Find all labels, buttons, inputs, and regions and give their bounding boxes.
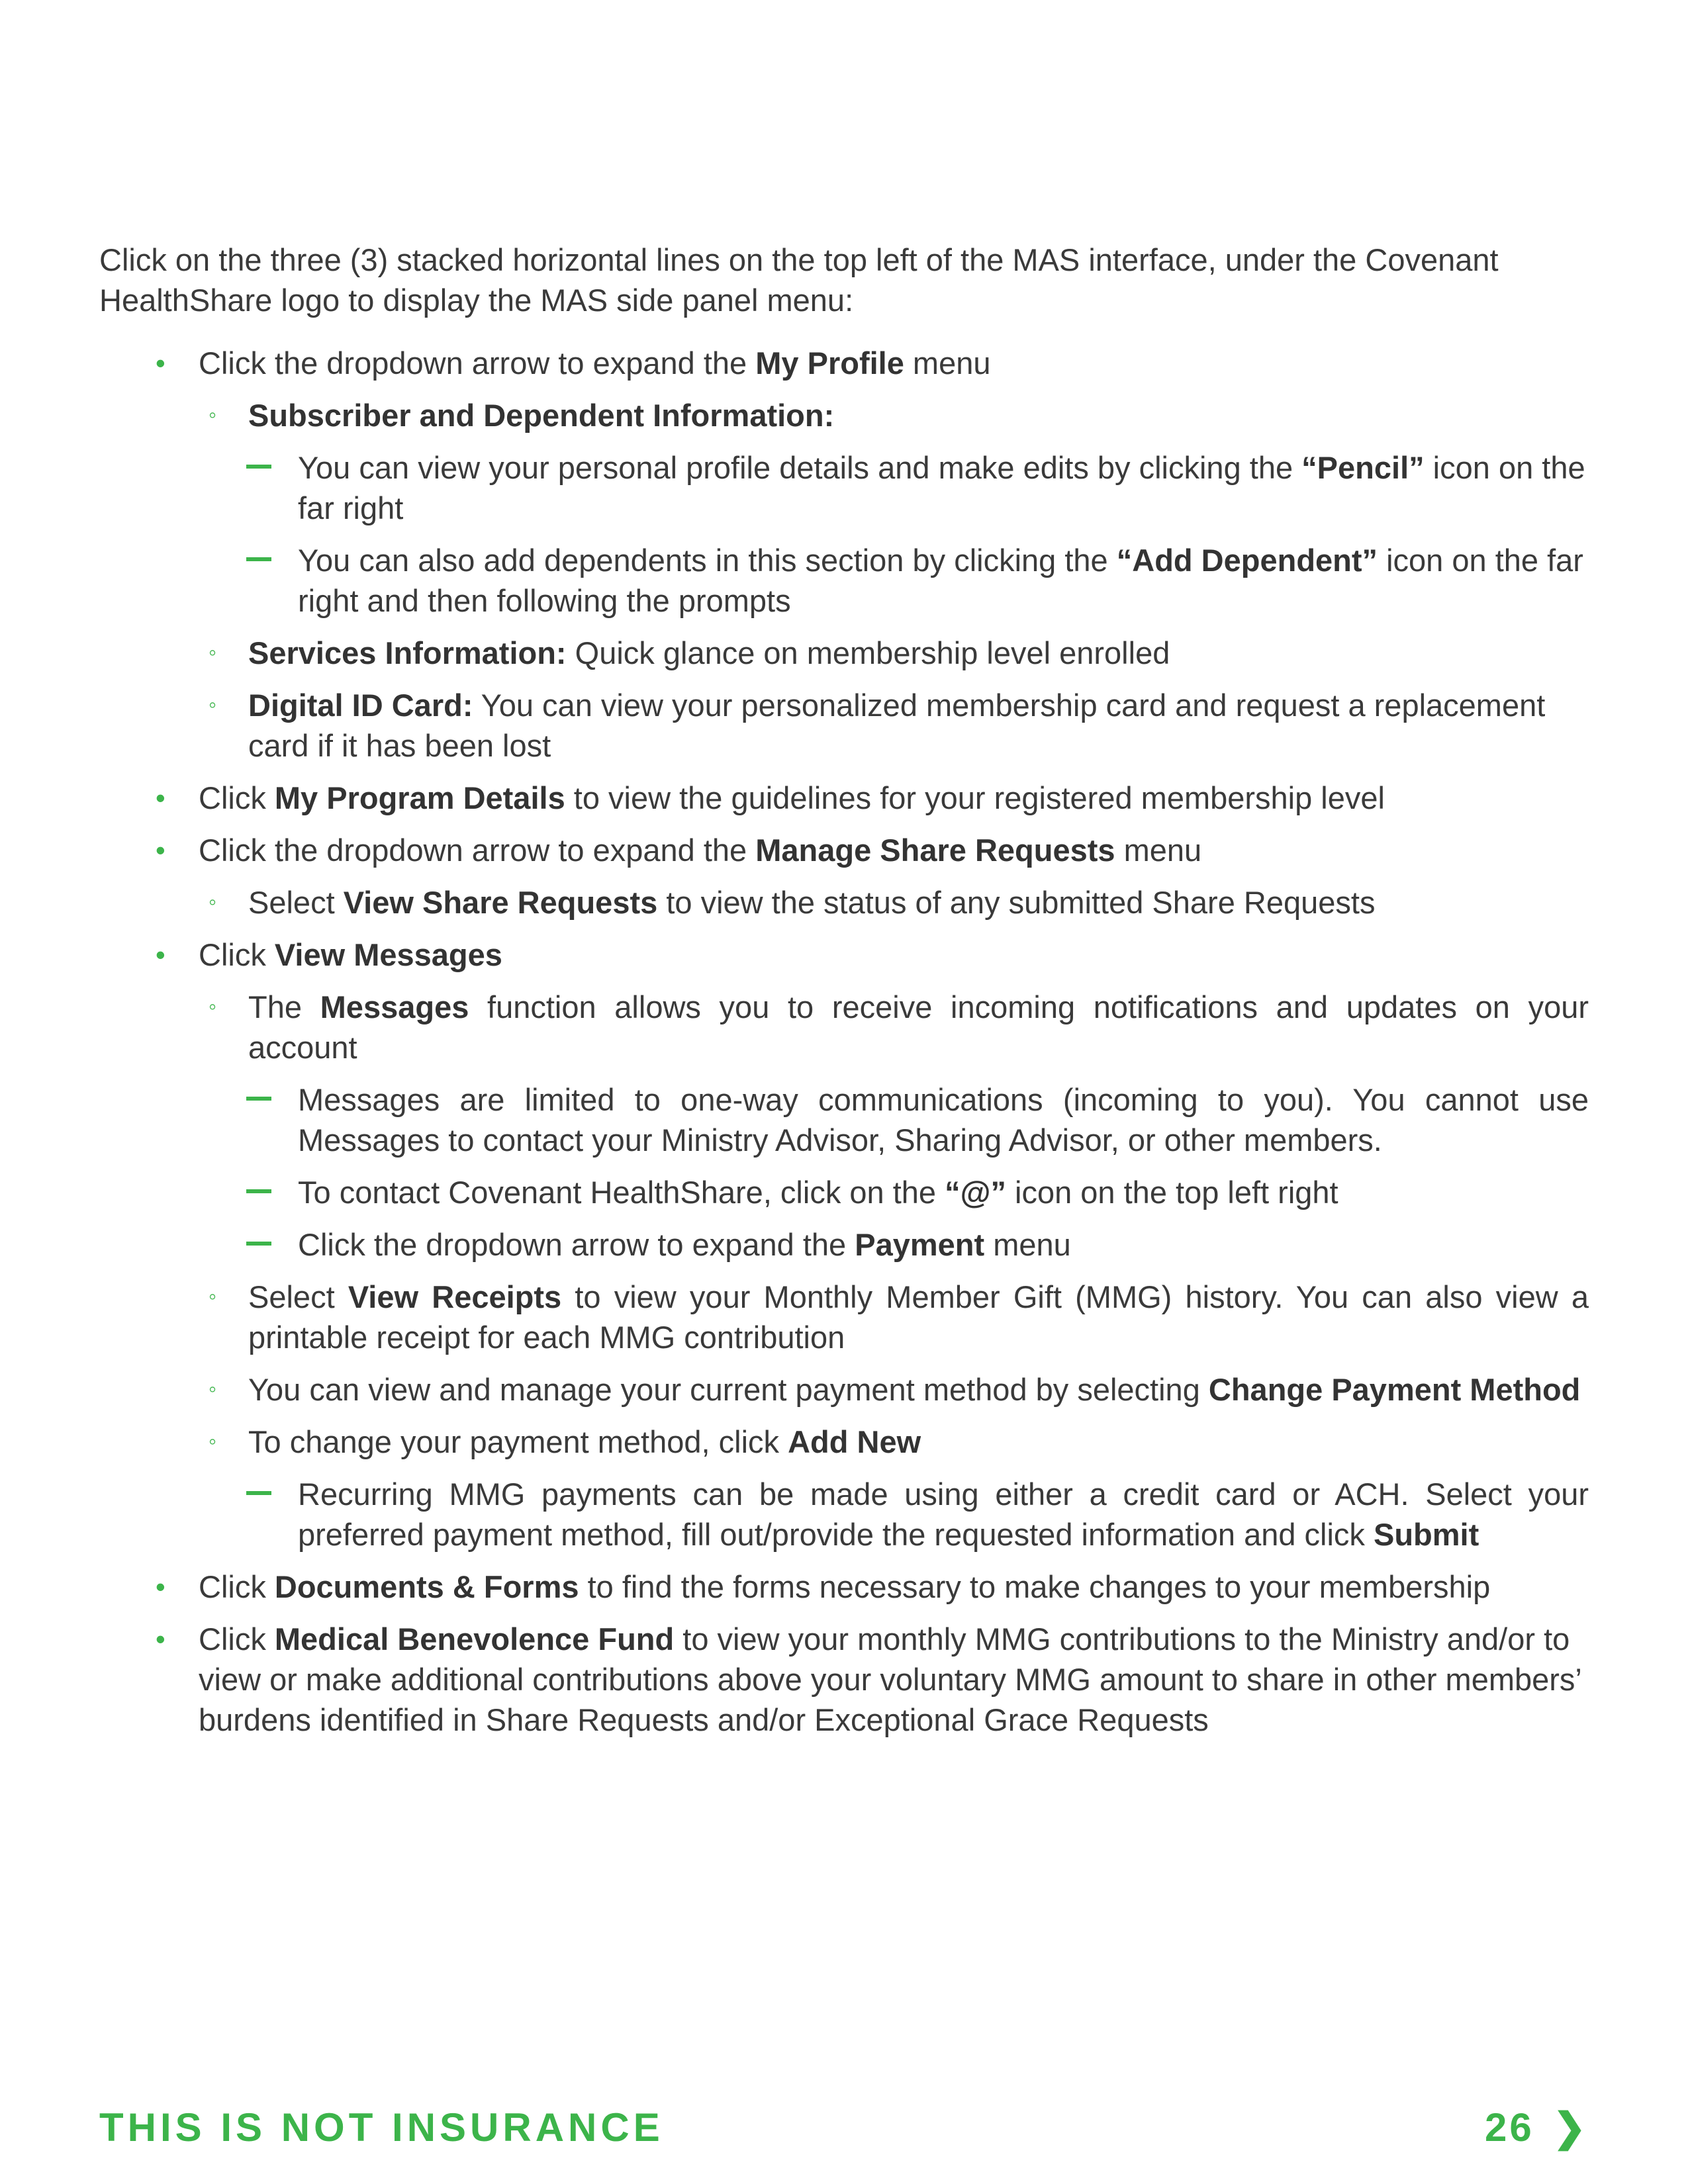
list-item-level-2 (99, 987, 1589, 1068)
item-text: menu (904, 345, 991, 381)
item-text: Click (199, 937, 275, 972)
bold-term: Services Information: (248, 635, 567, 670)
bold-term: Subscriber and Dependent Information: (248, 398, 835, 433)
bold-term: Messages (320, 989, 469, 1024)
bold-term: My Program Details (274, 780, 565, 815)
item-text: To change your payment method, click (248, 1424, 788, 1459)
page-navigation[interactable] (1485, 2105, 1589, 2151)
bullet-dot-icon: • (156, 782, 165, 813)
item-text: icon on the far right and then following the prompts (298, 543, 1583, 618)
bold-term: “Pencil” (1301, 450, 1425, 485)
intro-paragraph: Click on the three (3) stacked horizontal lines on the top left of the MAS interface, under the Covenant HealthShare logo to display the MAS side panel menu: (99, 242, 1499, 318)
item-text: to view the guidelines for your registered membership level (565, 780, 1385, 815)
bullet-dash-icon (246, 557, 271, 561)
bullet-dash-icon (246, 1189, 271, 1193)
list-item-level-1 (99, 1567, 1589, 1607)
item-text: to view your monthly MMG contributions to the Ministry and/or to view or make additional contributions above your voluntary MMG amount to share in other members’ burdens identified in Share Requests and/or Exceptional Grace Requests (199, 1621, 1581, 1737)
bold-term: Submit (1374, 1517, 1479, 1552)
bold-term: View Receipts (348, 1279, 562, 1314)
bullet-circle-icon: ◦ (209, 1284, 217, 1309)
bold-term: Digital ID Card: (248, 688, 473, 723)
bold-term: Change Payment Method (1208, 1372, 1581, 1407)
item-text: icon on the top left right (1006, 1175, 1338, 1210)
bullet-dot-icon: • (156, 1623, 165, 1655)
item-text: Click (199, 1621, 275, 1657)
item-text: Click the dropdown arrow to expand the (199, 345, 756, 381)
bullet-dash-icon (246, 1242, 271, 1246)
bullet-dash-icon (246, 1097, 271, 1101)
list-item-level-1 (99, 934, 1589, 975)
item-text: Select (248, 885, 344, 920)
list-item-level-2 (99, 882, 1589, 923)
bold-term: Documents & Forms (274, 1569, 579, 1604)
item-text: menu (1115, 833, 1202, 868)
bullet-circle-icon: ◦ (209, 1429, 217, 1454)
list-item-level-2 (99, 685, 1589, 766)
list-item-level-2 (99, 395, 1589, 435)
item-text: Quick glance on membership level enrolled (566, 635, 1170, 670)
bullet-circle-icon: ◦ (209, 994, 217, 1019)
bold-term: Add New (788, 1424, 921, 1459)
item-text: You can also add dependents in this section by clicking the (298, 543, 1117, 578)
list-item-level-3 (99, 1079, 1589, 1160)
item-text: Click (199, 1569, 275, 1604)
bold-term: Medical Benevolence Fund (274, 1621, 675, 1657)
chevron-right-icon[interactable]: ❯ (1552, 2105, 1589, 2150)
bullet-circle-icon: ◦ (209, 889, 217, 915)
item-text: icon on the far right (298, 450, 1585, 525)
bullet-dash-icon (246, 465, 271, 469)
list-item-level-3 (99, 447, 1589, 528)
bullet-dot-icon: • (156, 939, 165, 970)
list-item-level-1 (99, 830, 1589, 870)
bold-term: Payment (855, 1227, 985, 1262)
bullet-dot-icon: • (156, 347, 165, 379)
item-text: The (248, 989, 320, 1024)
bold-term: View Messages (274, 937, 502, 972)
list-item-level-3 (99, 1474, 1589, 1555)
document-body (99, 240, 1589, 1752)
bullet-circle-icon: ◦ (209, 640, 217, 665)
list-item-level-2 (99, 1369, 1589, 1410)
item-text: You can view your personalized membership card and request a replacement card if it has been lost (248, 688, 1546, 763)
bullet-circle-icon: ◦ (209, 1377, 217, 1402)
bullet-dot-icon: • (156, 835, 165, 866)
list-item-level-3 (99, 1224, 1589, 1265)
bold-term: “Add Dependent” (1116, 543, 1378, 578)
item-text: Messages are limited to one-way communications (incoming to you). You cannot use Messages to contact your Ministry Advisor, Sharing Advisor, or other members. (298, 1082, 1589, 1158)
item-text: Recurring MMG payments can be made using either a credit card or ACH. Select your preferred payment method, fill out/provide the requested information and click (298, 1477, 1589, 1552)
list-item-level-1 (99, 343, 1589, 383)
list-item-level-1 (99, 778, 1589, 818)
list-item-level-2 (99, 1277, 1589, 1357)
item-text: Select (248, 1279, 348, 1314)
bullet-circle-icon: ◦ (209, 692, 217, 717)
bold-term: “@” (945, 1175, 1006, 1210)
item-text: Click the dropdown arrow to expand the (298, 1227, 855, 1262)
item-text: menu (984, 1227, 1071, 1262)
list-item-level-1 (99, 1619, 1589, 1740)
bold-term: Manage Share Requests (755, 833, 1115, 868)
item-text: Click the dropdown arrow to expand the (199, 833, 756, 868)
item-text: to find the forms necessary to make changes to your membership (579, 1569, 1491, 1604)
bullet-dash-icon (246, 1491, 271, 1495)
item-text: You can view your personal profile details and make edits by clicking the (298, 450, 1302, 485)
list-item-level-3 (99, 540, 1589, 621)
page-number: 26 (1484, 2105, 1534, 2150)
bullet-dot-icon: • (156, 1571, 165, 1602)
instruction-list (99, 343, 1589, 1740)
item-text: function allows you to receive incoming notifications and updates on your account (248, 989, 1589, 1065)
list-item-level-2 (99, 633, 1589, 673)
item-text: To contact Covenant HealthShare, click on the (298, 1175, 945, 1210)
bold-term: My Profile (755, 345, 904, 381)
bold-term: View Share Requests (343, 885, 658, 920)
item-text: Click (199, 780, 275, 815)
item-text: to view your Monthly Member Gift (MMG) history. You can also view a printable receipt for each MMG contribution (248, 1279, 1589, 1355)
list-item-level-2 (99, 1422, 1589, 1462)
item-text: to view the status of any submitted Share Requests (657, 885, 1376, 920)
footer-disclaimer: THIS IS NOT INSURANCE (99, 2105, 664, 2150)
list-item-level-3 (99, 1172, 1589, 1212)
item-text: You can view and manage your current payment method by selecting (248, 1372, 1209, 1407)
bullet-circle-icon: ◦ (209, 402, 217, 428)
